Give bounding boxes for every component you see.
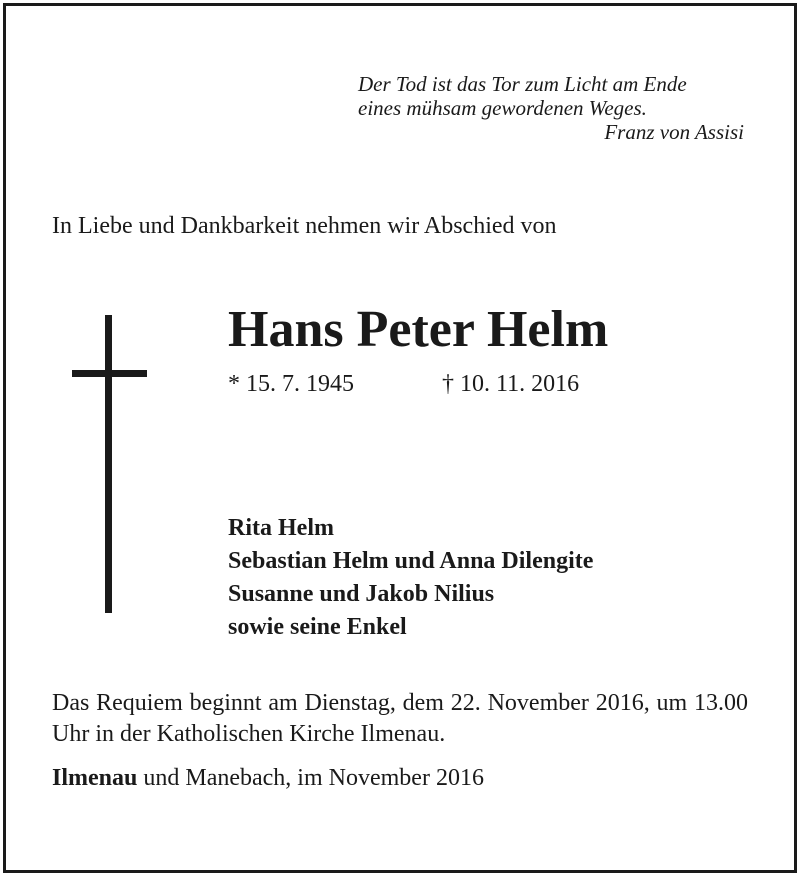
life-dates — [228, 368, 580, 400]
family-member: Sebastian Helm und Anna Dilengite — [228, 548, 594, 574]
place-name: Ilmenau — [52, 765, 138, 791]
death-date: † 10. 11. 2016 — [442, 371, 580, 397]
requiem-notice: Das Requiem beginnt am Dienstag, dem 22. November 2016, um 13.00 Uhr in der Katholischen Kirche Ilmenau. — [52, 690, 748, 747]
place-date-line — [52, 762, 484, 794]
birth-date: * 15. 7. 1945 — [228, 371, 354, 397]
quote-line: eines mühsam gewordenen Weges. — [358, 96, 647, 120]
quote-block — [300, 72, 744, 144]
place-rest: und Manebach, im November 2016 — [137, 765, 484, 791]
cross-icon — [72, 315, 147, 613]
quote-author: Franz von Assisi — [604, 120, 744, 144]
family-member: Rita Helm — [228, 515, 334, 541]
family-member: sowie seine Enkel — [228, 614, 407, 640]
family-list — [228, 512, 593, 644]
family-member: Susanne und Jakob Nilius — [228, 581, 495, 607]
quote-line: Der Tod ist das Tor zum Licht am Ende — [358, 72, 687, 96]
deceased-name: Hans Peter Helm — [228, 301, 609, 358]
intro-text: In Liebe und Dankbarkeit nehmen wir Abschied von — [52, 213, 557, 239]
